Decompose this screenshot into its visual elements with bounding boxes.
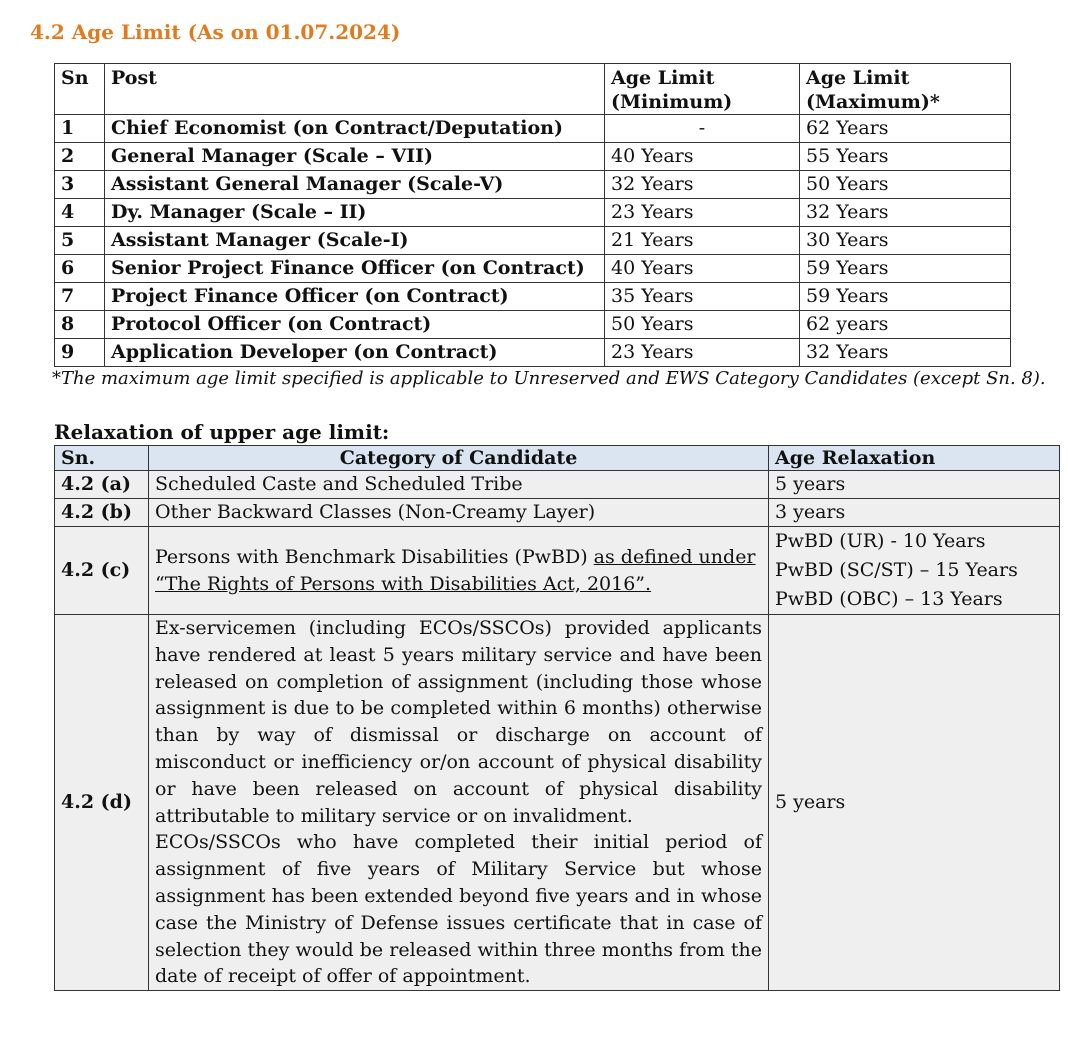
row-post: Chief Economist (on Contract/Deputation) [105,115,605,143]
footnote: *The maximum age limit specified is applicable to Unreserved and EWS Category Candidates (except Sn. 8). [52,368,1046,389]
row-category [149,615,769,991]
row-sn: 3 [55,171,105,199]
header-post: Post [105,64,605,115]
row-max: 55 Years [800,143,1011,171]
row-max: 32 Years [800,199,1011,227]
row-max: 59 Years [800,283,1011,311]
row-max: 32 Years [800,339,1011,367]
table-row [55,283,1011,311]
row-sn: 2 [55,143,105,171]
row-category: Other Backward Classes (Non-Creamy Layer) [149,499,769,527]
pwbd-scst: PwBD (SC/ST) – 15 Years [775,559,1018,581]
header-min: Age Limit (Minimum) [605,64,800,115]
row-max: 50 Years [800,171,1011,199]
row-post: Senior Project Finance Officer (on Contract) [105,255,605,283]
pwbd-obc: PwBD (OBC) – 13 Years [775,588,1003,610]
row-min: 40 Years [605,255,800,283]
row-max: 30 Years [800,227,1011,255]
header-max: Age Limit (Maximum)* [800,64,1011,115]
row-min: 50 Years [605,311,800,339]
row-sn: 8 [55,311,105,339]
table-row [55,143,1011,171]
header-sn: Sn. [55,446,149,471]
table-row [55,227,1011,255]
row-post: Dy. Manager (Scale – II) [105,199,605,227]
row-min: - [605,115,800,143]
row-sn: 4 [55,199,105,227]
table-row [55,339,1011,367]
relaxation-header-row [55,446,1060,471]
row-min: 32 Years [605,171,800,199]
row-relaxation [769,527,1060,615]
row-sn: 4.2 (d) [55,615,149,991]
row-post: Project Finance Officer (on Contract) [105,283,605,311]
row-relaxation: 5 years [769,615,1060,991]
header-relaxation: Age Relaxation [769,446,1060,471]
table-row [55,615,1060,991]
row-sn: 6 [55,255,105,283]
row-category [149,527,769,615]
ex-servicemen-paragraph: Ex-servicemen (including ECOs/SSCOs) provided applicants have rendered at least 5 years military service and have been released on completion of assignment (including those whose assignment is due to be completed within 6 months) otherwise than by way of dismissal or discharge on account of misconduct or inefficiency or/on account of physical disability or have been released on account of physical disability attributable to military service or on invalidment. [155,617,762,827]
pwbd-ur: PwBD (UR) - 10 Years [775,530,986,552]
row-min: 35 Years [605,283,800,311]
row-sn: 4.2 (c) [55,527,149,615]
row-sn: 4.2 (a) [55,471,149,499]
table-row [55,471,1060,499]
row-sn: 1 [55,115,105,143]
row-min: 23 Years [605,199,800,227]
table-row [55,255,1011,283]
section-heading: 4.2 Age Limit (As on 01.07.2024) [30,20,401,44]
row-max: 62 years [800,311,1011,339]
relaxation-title: Relaxation of upper age limit: [54,420,390,444]
row-post: General Manager (Scale – VII) [105,143,605,171]
row-post: Assistant Manager (Scale-I) [105,227,605,255]
category-text: Persons with Benchmark Disabilities (PwBD) [155,545,594,568]
row-min: 23 Years [605,339,800,367]
act-reference: as defined under “The Rights of Persons with Disabilities Act, 2016”. [155,545,756,595]
row-sn: 5 [55,227,105,255]
table-row [55,199,1011,227]
row-max: 62 Years [800,115,1011,143]
relaxation-table [54,445,1060,991]
eco-ssco-paragraph: ECOs/SSCOs who have completed their initial period of assignment of five years of Military Service but whose assignment has been extended beyond five years and in whose case the Ministry of Defense issues certificate that in case of selection they would be released within three months from the date of receipt of offer of appointment. [155,831,762,988]
row-post: Protocol Officer (on Contract) [105,311,605,339]
row-min: 40 Years [605,143,800,171]
table-row [55,171,1011,199]
age-limit-header-row [55,64,1011,115]
row-post: Application Developer (on Contract) [105,339,605,367]
table-row [55,311,1011,339]
header-category: Category of Candidate [149,446,769,471]
row-sn: 7 [55,283,105,311]
row-relaxation: 3 years [769,499,1060,527]
row-min: 21 Years [605,227,800,255]
row-category: Scheduled Caste and Scheduled Tribe [149,471,769,499]
row-relaxation: 5 years [769,471,1060,499]
table-row [55,499,1060,527]
header-sn: Sn [55,64,105,115]
age-limit-table [54,63,1011,367]
table-row [55,527,1060,615]
row-post: Assistant General Manager (Scale-V) [105,171,605,199]
table-row [55,115,1011,143]
row-sn: 9 [55,339,105,367]
row-sn: 4.2 (b) [55,499,149,527]
row-max: 59 Years [800,255,1011,283]
